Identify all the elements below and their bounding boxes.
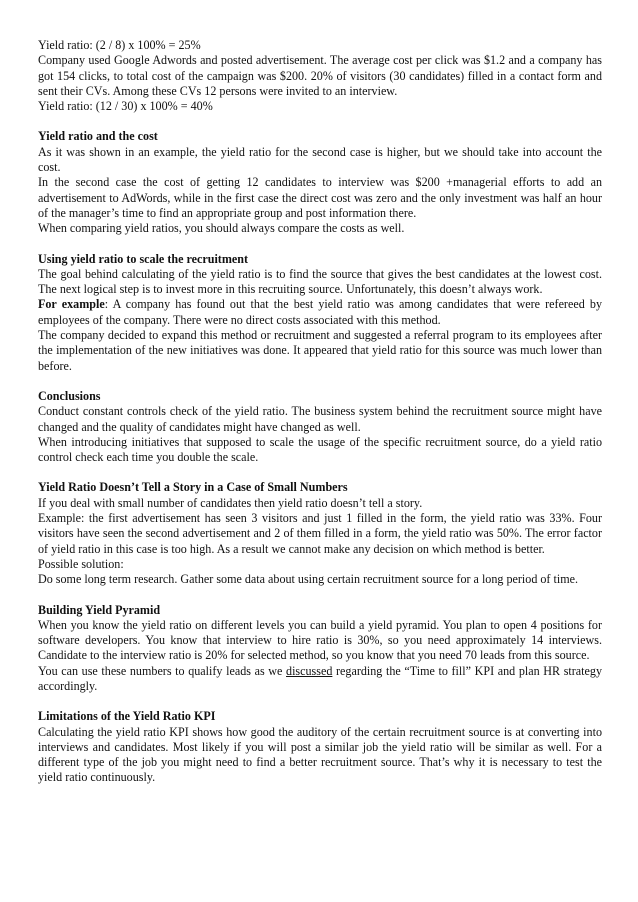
section-heading: Building Yield Pyramid: [38, 602, 161, 617]
document-page: [38, 38, 602, 786]
paragraph: When comparing yield ratios, you should always compare the costs as well.: [38, 221, 405, 236]
paragraph: When you know the yield ratio on different levels you can build a yield pyramid. You plan to open 4 positions for software developers. You know that interview to hire ratio is 30%, so you need approximately 14 interviews. Candidate to the interview ratio is 20% for selected method, so you know that you need 70 leads from this source.: [38, 617, 602, 663]
intro-block: [38, 38, 602, 114]
paragraph: Do some long term research. Gather some data about using certain recruitment source for a long period of time.: [38, 572, 579, 587]
text: You can use these numbers to qualify leads as we: [38, 663, 287, 678]
section-heading: Using yield ratio to scale the recruitment: [38, 251, 249, 266]
yield-ratio-formula-1: Yield ratio: (2 / 8) x 100% = 25%: [38, 38, 201, 52]
paragraph: When introducing initiatives that supposed to scale the usage of the specific recruitment source, do a yield ratio control check each time you double the scale.: [38, 434, 602, 465]
section-heading: Yield Ratio Doesn’t Tell a Story in a Case of Small Numbers: [38, 480, 348, 495]
discussed-link[interactable]: discussed: [286, 663, 333, 678]
example-lead: For example: [38, 297, 105, 312]
adwords-example-paragraph: Company used Google Adwords and posted advertisement. The average cost per click was $1.2 and a company has got 154 clicks, to total cost of the campaign was $200. 20% of visitors (30 candidates) filled in a contact form and sent their CVs. Among these CVs 12 persons were invited to an interview.: [38, 53, 602, 98]
paragraph: Conduct constant controls check of the yield ratio. The business system behind the recruitment source might have changed and the quality of candidates might have changed as well.: [38, 404, 602, 434]
paragraph: Possible solution:: [38, 556, 124, 571]
paragraph: In the second case the cost of getting 12 candidates to interview was $200 +managerial efforts to add an advertisement to AdWords, while in the first case the direct cost was zero and the only investment was half an hour of the manager’s time to find an appropriate group and post information there.: [38, 175, 602, 220]
paragraph-with-link: [38, 664, 602, 695]
text: regarding the “Time to fill” KPI and plan HR strategy accordingly.: [38, 663, 602, 693]
section-yield-pyramid: [38, 603, 602, 695]
section-limitations: [38, 709, 602, 785]
section-heading: Yield ratio and the cost: [38, 129, 158, 144]
paragraph: Calculating the yield ratio KPI shows how good the auditory of the certain recruitment source is at converting into interviews and candidates. Most likely if you will post a similar job the yield ratio will be similar as well. For a different type of the job you might need to find a better recruitment source. That’s why it is necessary to test the yield ratio continuously.: [38, 724, 602, 785]
section-small-numbers: [38, 480, 602, 587]
section-scale-recruitment: [38, 252, 602, 374]
example-text: : A company has found out that the best yield ratio was among candidates that were refereed by employees of the company. There were no direct costs associated with this method.: [38, 297, 602, 327]
paragraph: The company decided to expand this method or recruitment and suggested a referral program to its employees after the implementation of the new initiatives was done. It appeared that yield ratio for this source was much lower than before.: [38, 328, 602, 373]
section-yield-ratio-cost: [38, 129, 602, 236]
section-heading: Limitations of the Yield Ratio KPI: [38, 709, 216, 724]
paragraph: The goal behind calculating of the yield ratio is to find the source that gives the best candidates at the lowest cost. The next logical step is to invest more in this recruiting source. Unfortunately, this doesn’t always work.: [38, 266, 602, 297]
paragraph: If you deal with small number of candidates then yield ratio doesn’t tell a story.: [38, 495, 423, 510]
section-conclusions: [38, 389, 602, 465]
paragraph: Example: the first advertisement has seen 3 visitors and just 1 filled in the form, the yield ratio was 33%. Four visitors have seen the second advertisement and 2 of them filled in a form, the yield ratio was 50%. The error factor of yield ratio in this case is too high. As a result we cannot make any decision on which method is better.: [38, 511, 602, 556]
yield-ratio-formula-2: Yield ratio: (12 / 30) x 100% = 40%: [38, 99, 213, 114]
example-paragraph: [38, 297, 602, 328]
paragraph: As it was shown in an example, the yield ratio for the second case is higher, but we should take into account the cost.: [38, 144, 602, 175]
section-heading: Conclusions: [38, 388, 101, 403]
